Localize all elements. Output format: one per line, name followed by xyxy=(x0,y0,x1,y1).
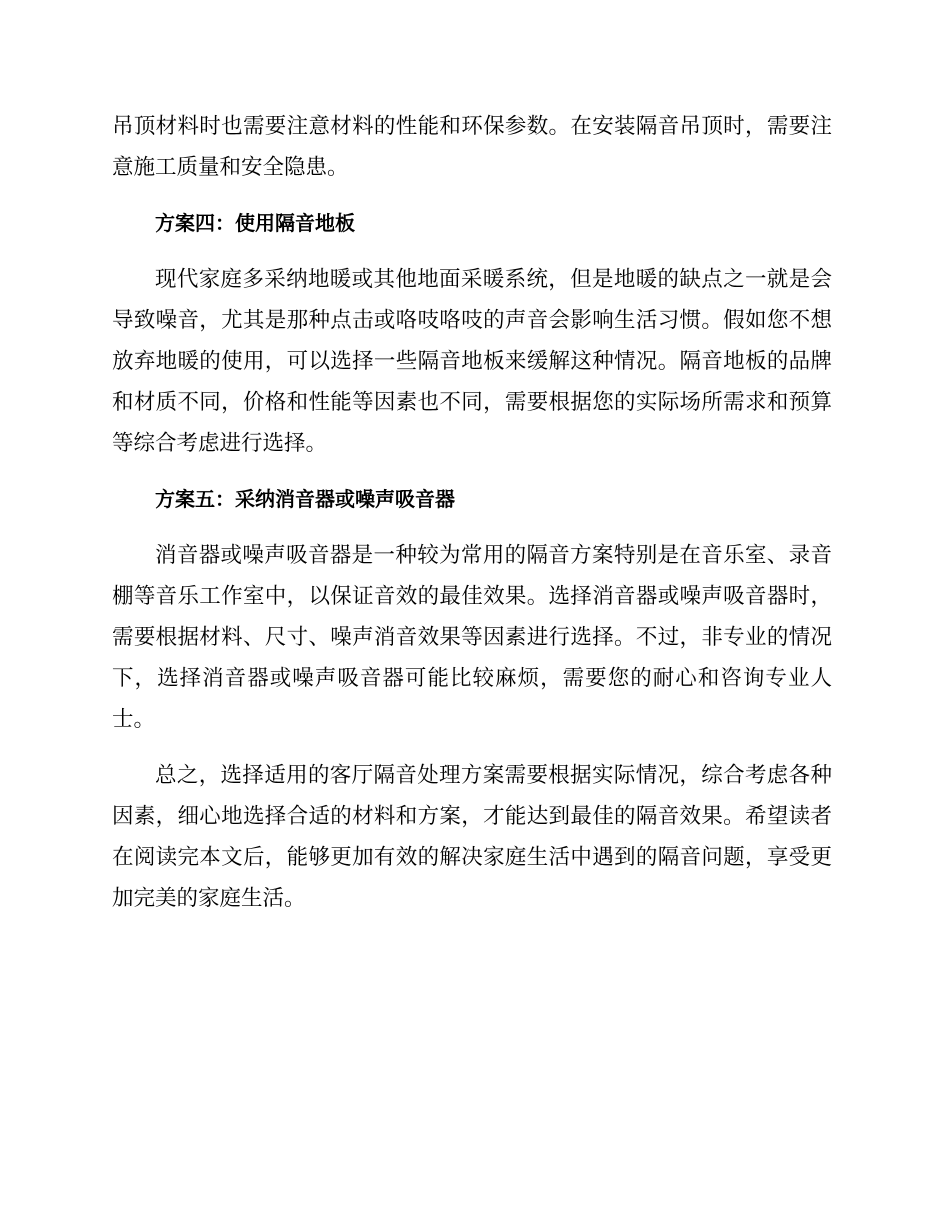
document-body xyxy=(112,106,832,934)
heading-plan-four: 方案四：使用隔音地板 xyxy=(155,211,355,235)
heading-plan-five: 方案五：采纳消音器或噪声吸音器 xyxy=(155,487,455,511)
paragraph-continued: 吊顶材料时也需要注意材料的性能和环保参数。在安装隔音吊顶时，需要注意施工质量和安全隐患。 xyxy=(112,114,832,180)
paragraph-plan-five: 消音器或噪声吸音器是一种较为常用的隔音方案特别是在音乐室、录音棚等音乐工作室中，以保证音效的最佳效果。选择消音器或噪声吸音器时，需要根据材料、尺寸、噪声消音效果等因素进行选择。不过，非专业的情况下，选择消音器或噪声吸音器可能比较麻烦，需要您的耐心和咨询专业人士。 xyxy=(112,543,832,732)
paragraph-plan-four: 现代家庭多采纳地暖或其他地面采暖系统，但是地暖的缺点之一就是会导致噪音，尤其是那种点击或咯吱咯吱的声音会影响生活习惯。假如您不想放弃地暖的使用，可以选择一些隔音地板来缓解这种情况。隔音地板的品牌和材质不同，价格和性能等因素也不同，需要根据您的实际场所需求和预算等综合考虑进行选择。 xyxy=(112,267,832,456)
paragraph-conclusion: 总之，选择适用的客厅隔音处理方案需要根据实际情况，综合考虑各种因素，细心地选择合适的材料和方案，才能达到最佳的隔音效果。希望读者在阅读完本文后，能够更加有效的解决家庭生活中遇到的隔音问题，享受更加完美的家庭生活。 xyxy=(112,763,832,911)
